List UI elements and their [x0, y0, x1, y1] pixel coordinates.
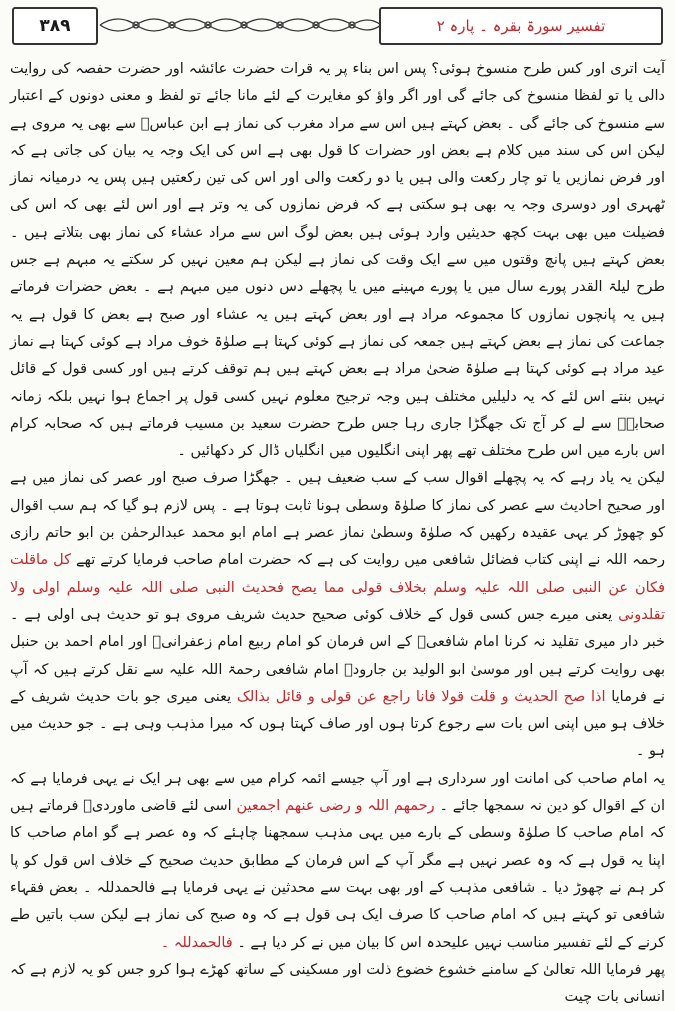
paragraph: [10, 957, 665, 1011]
urdu-text: آیت اتری اور کس طرح منسوخ ہوئی؟ پس اس بناء پر یہ قرات حضرت عائشہ اور حضرت حفصہ کی روایت دالی یا تو لفظا منسوخ کی جائے گی اور اگر واؤ کو مغایرت کے لئے مانا جائے تو لفظ و معنی دونوں کے اعتبار سے منسوخ کی جائے گی ۔ بعض کہتے ہیں اس سے مراد مغرب کی نماز ہے ابن عباسؓ سے بھی یہ مروی ہے لیکن اس کی سند میں کلام ہے بعض اور حضرات کا قول بھی ہے اس کی ایک وجہ یہ بیان کی جاتی ہے کہ اور فرض نمازیں یا تو چار رکعت والی ہیں یا دو رکعت والی اور اس کی تین رکعتیں ہیں پس یہ درمیانہ نماز ٹھہری اور دوسری وجہ یہ بھی ہو سکتی ہے کہ فرض نمازوں کی یہ وتر ہے اور اس لئے بھی کہ اس کی فضیلت میں بھی بہت کچھ حدیثیں وارد ہوئی ہیں بعض لوگ اس سے مراد عشاء کی نماز بھی بتلاتے ہیں ۔ بعض کہتے ہیں پانچ وقتوں میں سے ایک وقت کی نماز ہے لیکن ہم معین نہیں کر سکتے یہ مبہم ہے جس طرح لیلۃ القدر پورے سال میں یا پورے مہینے میں یا پچھلے دس دنوں میں مبہم ہے ۔ بعض حضرات فرماتے ہیں یہ پانچوں نمازوں کا مجموعہ مراد ہے اور بعض کہتے ہیں یہ عشاء اور صبح ہے بعض کا قول ہے یہ جماعت کی نماز ہے بعض کہتے ہیں جمعہ کی نماز ہے کوئی کہتا ہے صلوٰۃ خوف مراد ہے کوئی کہتا ہے نماز عید مراد ہے کوئی کہتا ہے صلوٰۃ ضحیٰ مراد ہے بعض کہتے ہیں ہم توقف کرتے ہیں اور کسی قول کے قائل نہیں بنتے اس لئے کہ یہ دلیلیں مختلف ہیں وجہ ترجیح معلوم نہیں کسی قول پر اجماع ہوا نہیں بلکہ زمانہ صحابہؓ سے لے کر آج تک جھگڑا جاری رہا جس طرح حضرت سعید بن مسیب فرماتے ہیں کہ صحابہ کرام اس بارے میں اس طرح مختلف تھے پھر اپنی انگلیوں میں انگلیاں ڈال کر دکھائیں ۔: [10, 61, 665, 460]
paragraph: [10, 465, 665, 765]
paragraph: [10, 56, 665, 465]
urdu-text: یعنی میری جو بات حدیث شریف کے خلاف ہو میں اپنی اس بات سے رجوع کرتا ہوں اور صاف کہتا ہوں کہ میرا مذہب وہی ہے ۔ جو حدیث میں ہو ۔: [10, 688, 665, 760]
running-title-box: [379, 7, 663, 45]
urdu-text: اسی لئے قاضی ماوردیؒ فرماتے ہیں کہ امام صاحب کا صلوٰۃ وسطی کے بارے میں یہی مذہب سمجھنا چاہئے کہ وہ عصر ہے گو امام صاحب کا اپنا یہ قول ہے کہ وہ عصر نہیں ہے مگر آپ کے اس فرمان کے مطابق حدیث صحیح کے خلاف اس قول کو پا کر ہم نے چھوڑ دیا ۔ شافعی مذہب کے اور بھی بہت سے محدثین نے یہی فرمایا ہے فالحمدللہ ۔ بعض فقہاء شافعی تو کہتے ہیں کہ امام صاحب کا صرف ایک ہی قول ہے کہ وہ صبح کی نماز ہے لیکن سب باتیں طے کرنے کے لئے تفسیر مناسب نہیں علیحدہ اس کا بیان میں نے کر دیا ہے ۔: [10, 798, 665, 951]
page-header: [8, 5, 667, 45]
body-text: [10, 56, 665, 1011]
urdu-text: یعنی میرے جس کسی قول کے خلاف کوئی صحیح حدیث شریف مروی ہو تو حدیث ہی اولی ہے ۔ خبر دار میری تقلید نہ کرنا امام شافعیؒ کے اس فرمان کو امام ربیع امام زعفرانیؒ اور امام احمد بن حنبل بھی روایت کرتے ہیں اور موسیٰ ابو الولید بن جارودؒ امام شافعی رحمۃ اللہ علیہ سے نقل کرتے ہیں کہ آپ نے فرمایا: [10, 606, 666, 705]
arabic-quote: اذا صح الحدیث و قلت قولا فانا راجع عن قولی و قائل بذالک: [236, 688, 606, 705]
urdu-text: پھر فرمایا اللہ تعالیٰ کے سامنے خشوع خضوع ذلت اور مسکینی کے ساتھ کھڑے ہوا کرو جس کو یہ لازم ہے کہ انسانی بات چیت: [10, 961, 665, 1006]
arabic-quote: کل ماقلت فکان عن النبی صلی اللہ علیہ وسلم بخلاف قولی مما یصح فحدیث النبی صلی اللہ علیہ وسلم اولی ولا تقلدونی: [10, 552, 665, 623]
urdu-text: یہ امام صاحب کی امانت اور سرداری ہے اور آپ جیسے ائمہ کرام میں سے بھی ہر ایک نے یہی فرمایا ہے کہ ان کے اقوال کو دین نہ سمجھا جائے ۔: [10, 770, 665, 815]
page-number: ۳۸۹: [39, 16, 71, 36]
arabic-quote: فالحمدللہ ۔: [160, 934, 233, 951]
running-title: تفسیر سورۃ بقرہ ۔ پارہ ۲: [436, 17, 606, 35]
decorative-border-ornament: [98, 11, 383, 39]
arabic-quote: رحمھم اللہ و رضی عنھم اجمعین: [236, 798, 435, 815]
page-number-box: [12, 7, 98, 45]
urdu-text: لیکن یہ یاد رہے کہ یہ پچھلے اقوال سب کے سب ضعیف ہیں ۔ جھگڑا صرف صبح اور عصر کی نماز میں ہے اور صحیح احادیث سے عصر کی نماز کا صلوٰۃ وسطی ہونا ثابت ہوتا ہے ۔ پس لازم ہو گیا کہ ہم سب اقوال کو چھوڑ کر یہی عقیدہ رکھیں کہ صلوٰۃ وسطیٰ نماز عصر ہے امام ابو محمد عبدالرحمٰن بن ابو حاتم رازی رحمہ اللہ نے اپنی کتاب فضائل شافعی میں روایت کی ہے کہ حضرت امام صاحب فرمایا کرتے تھے: [10, 470, 665, 569]
paragraph: [10, 766, 665, 957]
